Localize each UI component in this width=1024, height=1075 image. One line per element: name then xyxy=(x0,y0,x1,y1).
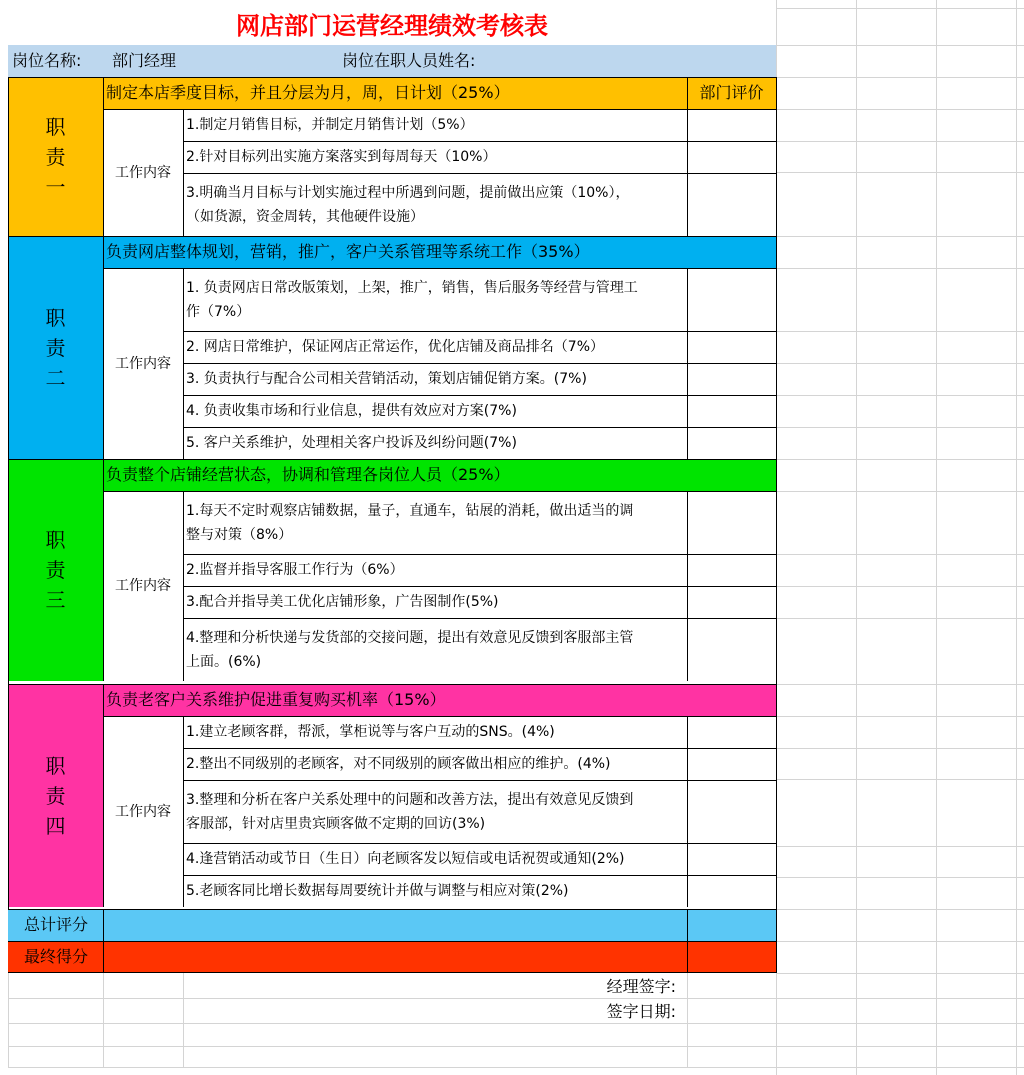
evaluation-input-cell[interactable] xyxy=(687,141,776,173)
task-item-text: 3.配合并指导美工优化店铺形象，广告图制作(5%) xyxy=(186,594,499,610)
evaluation-input-cell[interactable] xyxy=(687,109,776,141)
duty-2-heading: 负责网店整体规划，营销，推广，客户关系管理等系统工作（35%） xyxy=(106,242,590,261)
sign-date-label: 签字日期: xyxy=(606,1002,676,1021)
task-item-text: 1.制定月销售目标，并制定月销售计划（5%） xyxy=(186,117,474,133)
task-item-text: 4. 负责收集市场和行业信息，提供有效应对方案(7%) xyxy=(186,403,517,419)
task-item-text: 3.整理和分析在客户关系处理中的问题和改善方法，提出有效意见反馈到 xyxy=(186,792,634,808)
task-item-text: 5.老顾客同比增长数据每周要统计并做与调整与相应对策(2%) xyxy=(186,883,569,899)
total-score-cell[interactable] xyxy=(687,909,776,941)
duty-4-label-char: 责 xyxy=(45,783,66,808)
evaluation-input-cell[interactable] xyxy=(687,748,776,780)
duty-4-heading: 负责老客户关系维护促进重复购买机率（15%） xyxy=(106,690,446,709)
duty-1-label-char: 职 xyxy=(45,114,66,139)
evaluation-input-cell[interactable] xyxy=(687,716,776,748)
work-content-label: 工作内容 xyxy=(115,164,171,181)
task-item-text: 2.针对目标列出实施方案落实到每周每天（10%） xyxy=(186,149,497,165)
task-item-text: 2.监督并指导客服工作行为（6%） xyxy=(186,562,404,578)
work-content-label: 工作内容 xyxy=(115,578,171,594)
duty-2-label-char: 责 xyxy=(45,335,66,360)
task-item-text: 2. 网店日常维护，保证网店正常运作，优化店铺及商品排名（7%） xyxy=(186,339,605,355)
duty-2-label-char: 二 xyxy=(45,365,66,390)
duty-3-label-char: 责 xyxy=(45,558,66,582)
duty-2-label-char: 职 xyxy=(45,305,66,330)
evaluation-input-cell[interactable] xyxy=(687,173,776,236)
evaluation-input-cell[interactable] xyxy=(687,586,776,618)
final-score-row xyxy=(8,941,776,973)
page-title: 网店部门运营经理绩效考核表 xyxy=(236,12,548,40)
task-item-text: 1. 负责网店日常改版策划，上架，推广，销售，售后服务等经营与管理工 xyxy=(186,280,638,296)
task-item-text: 3. 负责执行与配合公司相关营销活动，策划店铺促销方案。(7%) xyxy=(186,371,587,387)
duty-3-heading: 负责整个店铺经营状态，协调和管理各岗位人员（25%） xyxy=(106,465,510,484)
task-item-text: 2.整出不同级别的老顾客，对不同级别的顾客做出相应的维护。(4%) xyxy=(186,756,611,772)
task-item-text: 1.建立老顾客群，帮派，掌柜说等与客户互动的SNS。(4%) xyxy=(186,724,555,740)
manager-sign-label: 经理签字: xyxy=(606,977,676,996)
evaluation-input-cell[interactable] xyxy=(687,875,776,907)
task-item-text: 整与对策（8%） xyxy=(186,527,293,543)
duty-1-heading: 制定本店季度目标，并且分层为月，周，日计划（25%） xyxy=(106,83,510,102)
sign-date-cell[interactable] xyxy=(687,999,776,1023)
evaluation-input-cell[interactable] xyxy=(687,618,776,681)
evaluation-header: 部门评价 xyxy=(699,83,764,102)
manager-sign-cell[interactable] xyxy=(687,974,776,998)
evaluation-input-cell[interactable] xyxy=(687,427,776,459)
evaluation-input-cell[interactable] xyxy=(687,554,776,586)
work-content-label: 工作内容 xyxy=(115,803,171,820)
final-score-cell[interactable] xyxy=(687,941,776,973)
duty-3-label-char: 三 xyxy=(45,588,66,612)
duty-3-label-char: 职 xyxy=(45,528,66,552)
evaluation-input-cell[interactable] xyxy=(687,363,776,395)
evaluation-input-cell[interactable] xyxy=(687,780,776,843)
task-item-text: 5. 客户关系维护，处理相关客户投诉及纠纷问题(7%) xyxy=(186,435,517,451)
incumbent-name-label: 岗位在职人员姓名: xyxy=(342,51,476,70)
position-label: 岗位名称: xyxy=(12,51,82,70)
total-score-label: 总计评分 xyxy=(23,915,88,934)
task-item-text: 1.每天不定时观察店铺数据，量子，直通车，钻展的消耗，做出适当的调 xyxy=(186,503,634,519)
evaluation-input-cell[interactable] xyxy=(687,491,776,554)
position-value: 部门经理 xyxy=(112,51,177,70)
task-item-text: 3.明确当月目标与计划实施过程中所遇到问题，提前做出应策（10%）， xyxy=(186,185,630,201)
evaluation-input-cell[interactable] xyxy=(687,331,776,363)
task-item-text: 客服部，针对店里贵宾顾客做不定期的回访(3%) xyxy=(186,816,486,832)
position-header-band xyxy=(8,45,776,77)
task-item-text: 上面。(6%) xyxy=(186,654,262,670)
task-item-text: （如货源，资金周转，其他硬件设施） xyxy=(186,209,424,225)
duty-4-label-char: 职 xyxy=(45,753,66,778)
final-score-label: 最终得分 xyxy=(23,947,88,966)
task-item-text: 4.整理和分析快递与发货部的交接问题，提出有效意见反馈到客服部主管 xyxy=(186,630,634,646)
duty-1-label-char: 一 xyxy=(45,174,66,199)
total-score-row xyxy=(8,909,776,941)
evaluation-input-cell[interactable] xyxy=(687,395,776,427)
task-item-text: 4.逢营销活动或节日（生日）向老顾客发以短信或电话祝贺或通知(2%) xyxy=(186,851,625,867)
evaluation-input-cell[interactable] xyxy=(687,268,776,331)
evaluation-input-cell[interactable] xyxy=(687,843,776,875)
duty-1-label-char: 责 xyxy=(45,144,66,169)
duty-4-label-char: 四 xyxy=(45,813,66,838)
task-item-text: 作（7%） xyxy=(186,304,251,320)
work-content-label: 工作内容 xyxy=(115,355,171,372)
